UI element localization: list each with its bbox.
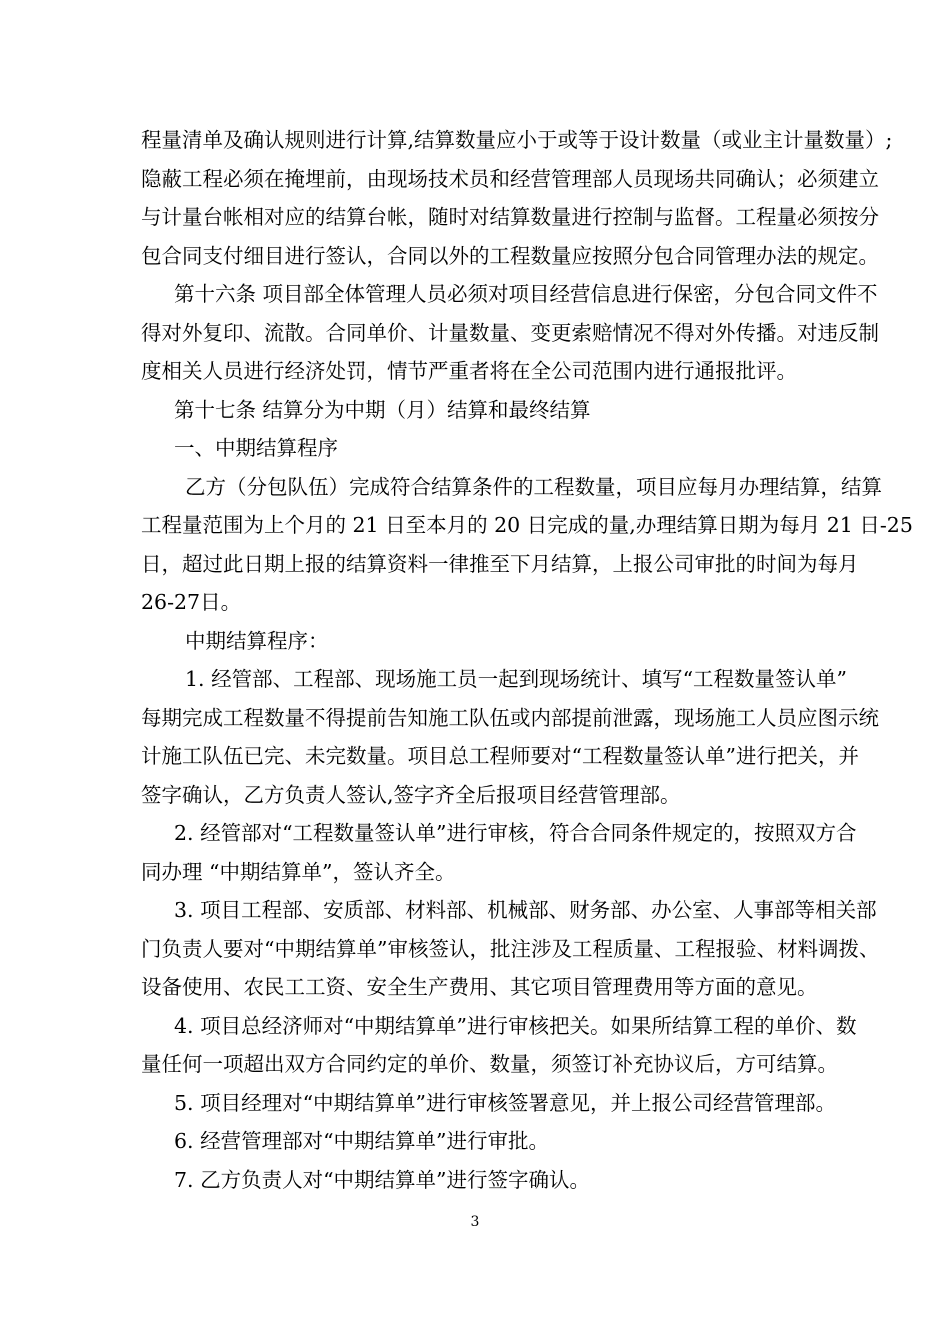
list-item-5: 5. 项目经理对“中期结算单”进行审核签署意见，并上报公司经营管理部。 — [174, 1091, 837, 1115]
section-heading: 一、中期结算程序 — [174, 436, 338, 460]
body-text-line: 包合同支付细目进行签认，合同以外的工程数量应按照分包合同管理办法的规定。 — [141, 244, 879, 268]
article-17-heading: 第十七条 结算分为中期（月）结算和最终结算 — [174, 398, 591, 422]
list-item-3: 3. 项目工程部、安质部、材料部、机械部、财务部、办公室、人事部等相关部 — [174, 898, 877, 922]
body-text-line: 与计量台帐相对应的结算台帐，随时对结算数量进行控制与监督。工程量必须按分 — [141, 205, 879, 229]
subsection-heading: 中期结算程序： — [185, 629, 329, 653]
list-item-1: 1. 经管部、工程部、现场施工员一起到现场统计、填写“工程数量签认单” — [185, 667, 848, 691]
page-number: 3 — [470, 1214, 480, 1230]
body-text-line: 度相关人员进行经济处罚，情节严重者将在全公司范围内进行通报批评。 — [141, 359, 797, 383]
body-text-line: 量任何一项超出双方合同约定的单价、数量，须签订补充协议后，方可结算。 — [141, 1052, 838, 1076]
body-text-line: 乙方（分包队伍）完成符合结算条件的工程数量，项目应每月办理结算，结算 — [185, 475, 882, 499]
body-text-line: 每期完成工程数量不得提前告知施工队伍或内部提前泄露，现场施工人员应图示统 — [141, 706, 879, 730]
list-item-6: 6. 经营管理部对“中期结算单”进行审批。 — [174, 1129, 550, 1153]
body-text-line: 日，超过此日期上报的结算资料一律推至下月结算，上报公司审批的时间为每月 — [141, 552, 859, 576]
body-text-line: 得对外复印、流散。合同单价、计量数量、变更索赔情况不得对外传播。对违反制 — [141, 321, 879, 345]
article-16-line: 第十六条 项目部全体管理人员必须对项目经营信息进行保密，分包合同文件不 — [174, 282, 878, 306]
body-text-line: 工程量范围为上个月的 21 日至本月的 20 日完成的量,办理结算日期为每月 21 日-25 — [141, 513, 913, 537]
body-text-line: 26-27日。 — [141, 590, 242, 614]
body-text-line: 门负责人要对“中期结算单”审核签认，批注涉及工程质量、工程报验、材料调拨、 — [141, 937, 880, 961]
body-text-line: 设备使用、农民工工资、安全生产费用、其它项目管理费用等方面的意见。 — [141, 975, 818, 999]
list-item-2: 2. 经管部对“工程数量签认单”进行审核，符合合同条件规定的，按照双方合 — [174, 821, 857, 845]
body-text-line: 隐蔽工程必须在掩埋前，由现场技术员和经营管理部人员现场共同确认；必须建立 — [141, 167, 879, 191]
list-item-4: 4. 项目总经济师对“中期结算单”进行审核把关。如果所结算工程的单价、数 — [174, 1014, 857, 1038]
body-text-line: 计施工队伍已完、未完数量。项目总工程师要对“工程数量签认单”进行把关，并 — [141, 744, 859, 768]
body-text-line: 程量清单及确认规则进行计算,结算数量应小于或等于设计数量（或业主计量数量）; — [141, 128, 893, 152]
body-text-line: 签字确认，乙方负责人签认,签字齐全后报项目经营管理部。 — [141, 783, 681, 807]
body-text-line: 同办理 “中期结算单”，签认齐全。 — [141, 860, 456, 884]
list-item-7: 7. 乙方负责人对“中期结算单”进行签字确认。 — [174, 1168, 591, 1192]
